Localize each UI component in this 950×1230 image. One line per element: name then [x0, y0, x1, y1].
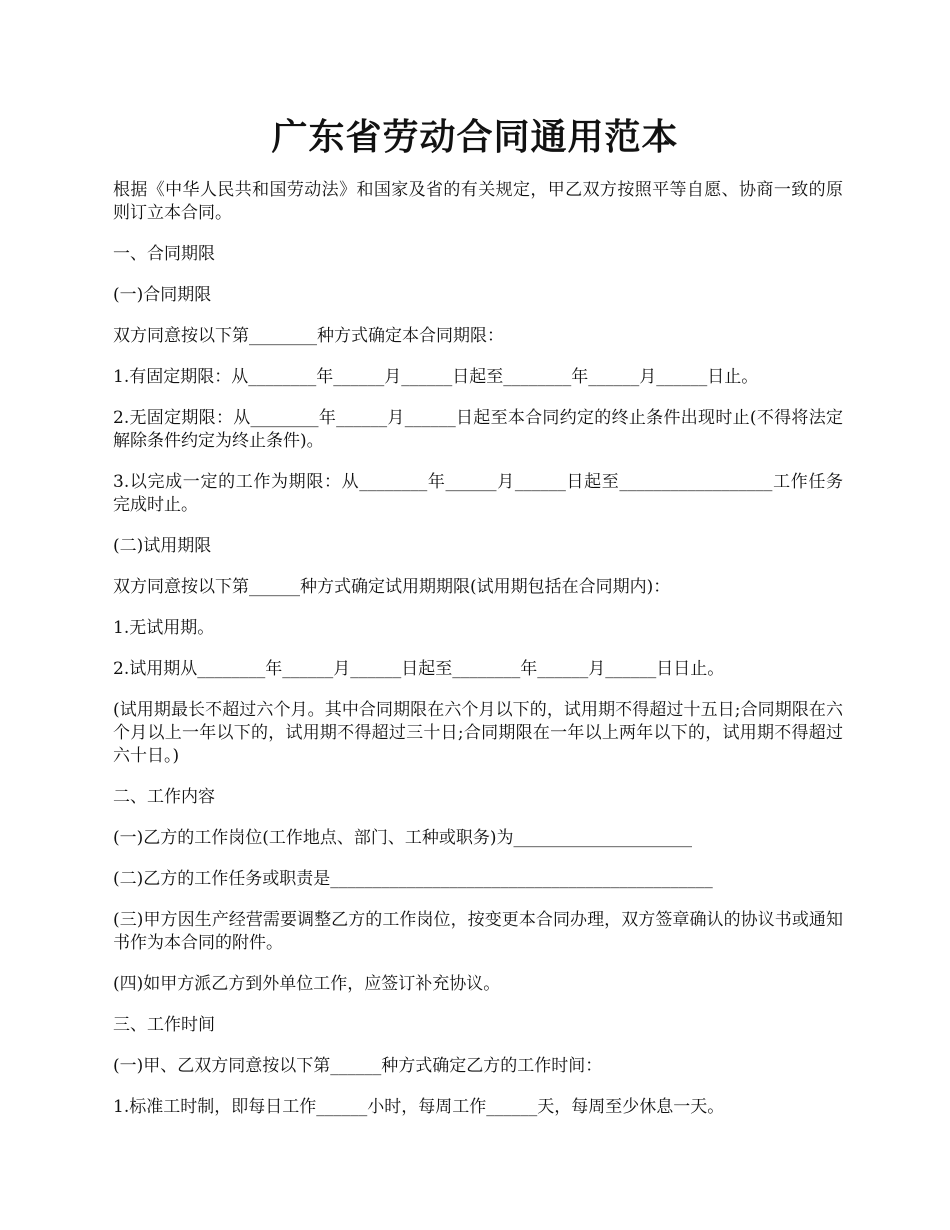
paragraph: (三)甲方因生产经营需要调整乙方的工作岗位，按变更本合同办理，双方签章确认的协议书或通知书作为本合同的附件。 — [113, 910, 843, 953]
paragraph: 2.无固定期限：从________年______月______日起至本合同约定的终止条件出现时止(不得将法定解除条件约定为终止条件)。 — [113, 408, 843, 451]
document-title: 广东省劳动合同通用范本 — [271, 116, 679, 158]
paragraph: 1.无试用期。 — [113, 618, 215, 638]
subsection-heading: (一)合同期限 — [113, 285, 212, 305]
document-body — [113, 179, 843, 1137]
paragraph: 1.有固定期限：从________年______月______日起至________年______月______日止。 — [113, 367, 759, 387]
paragraph: 2.试用期从________年______月______日起至________年______月______日日止。 — [113, 659, 725, 679]
paragraph: (一)乙方的工作岗位(工作地点、部门、工种或职务)为_____________________ — [113, 828, 693, 848]
paragraph: 双方同意按以下第________种方式确定本合同期限： — [113, 326, 504, 346]
paragraph: (一)甲、乙双方同意按以下第______种方式确定乙方的工作时间： — [113, 1056, 603, 1076]
paragraph: (四)如甲方派乙方到外单位工作，应签订补充协议。 — [113, 974, 501, 994]
subsection-heading: (二)试用期限 — [113, 536, 212, 556]
paragraph: (二)乙方的工作任务或职责是_____________________________________________ — [113, 869, 713, 889]
section-heading: 一、合同期限 — [113, 244, 215, 264]
section-heading: 三、工作时间 — [113, 1015, 215, 1035]
paragraph: (试用期最长不超过六个月。其中合同期限在六个月以下的，试用期不得超过十五日;合同期限在六个月以上一年以下的，试用期不得超过三十日;合同期限在一年以上两年以下的，试用期不得超过六十日。) — [113, 700, 843, 766]
paragraph: 根据《中华人民共和国劳动法》和国家及省的有关规定，甲乙双方按照平等自愿、协商一致的原则订立本合同。 — [113, 180, 843, 223]
paragraph: 3.以完成一定的工作为期限：从________年______月______日起至__________________工作任务完成时止。 — [113, 472, 843, 515]
paragraph: 1.标准工时制，即每日工作______小时，每周工作______天，每周至少休息一天。 — [113, 1097, 725, 1117]
paragraph: 双方同意按以下第______种方式确定试用期期限(试用期包括在合同期内)： — [113, 577, 671, 597]
section-heading: 二、工作内容 — [113, 787, 215, 807]
